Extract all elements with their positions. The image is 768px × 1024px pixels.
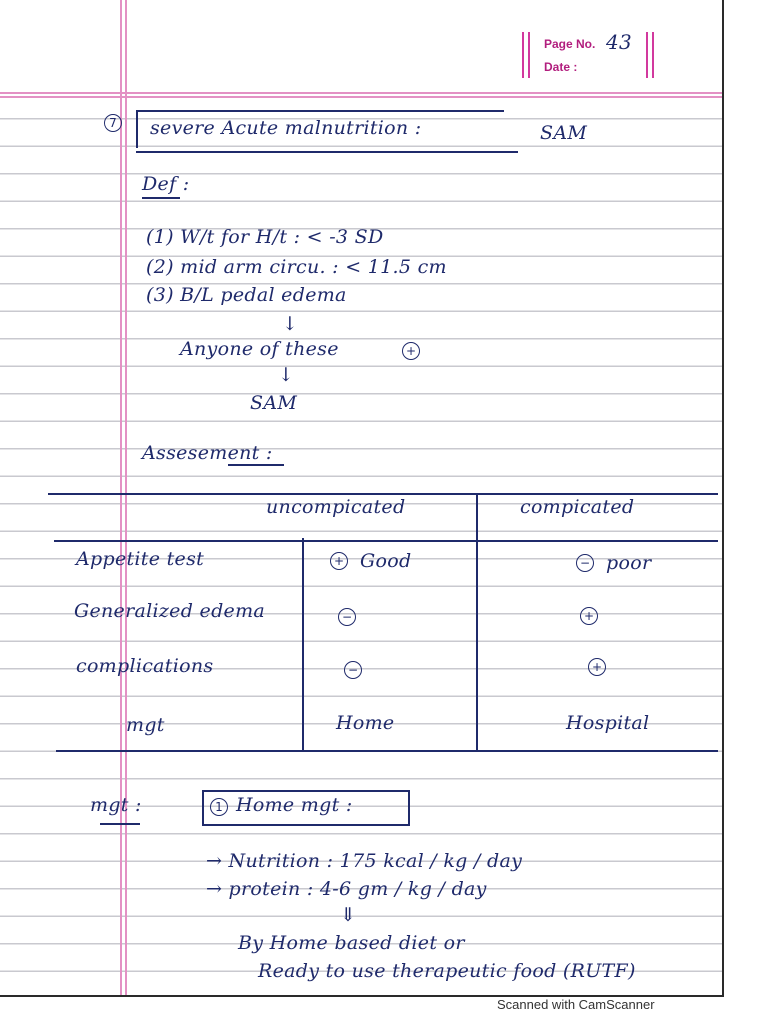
nutrition-line: → Nutrition : 175 kcal / kg / day bbox=[206, 850, 523, 872]
left-margin-line-2 bbox=[125, 0, 127, 995]
date-label: Date : bbox=[544, 60, 578, 74]
row-label-complications: complications bbox=[76, 655, 214, 677]
column-header-complicated: compicated bbox=[520, 496, 635, 518]
management-underline bbox=[100, 823, 140, 825]
mgt-complicated: Hospital bbox=[566, 712, 650, 734]
plus-sign: + bbox=[405, 344, 417, 358]
management-label: mgt : bbox=[90, 794, 142, 816]
minus-circle-icon bbox=[344, 661, 362, 679]
definition-item-3: (3) B/L pedal edema bbox=[146, 284, 347, 306]
page-number: 43 bbox=[606, 30, 633, 54]
appetite-uncomplicated: Good bbox=[360, 550, 412, 572]
mgt-uncomplicated: Home bbox=[336, 712, 395, 734]
header-mark-right-2 bbox=[652, 32, 654, 78]
header-mark-right bbox=[646, 32, 648, 78]
minus-circle-icon bbox=[338, 608, 356, 626]
header-mark-left bbox=[522, 32, 524, 78]
arrow-down-icon-2: ↓ bbox=[278, 364, 295, 386]
definition-underline bbox=[142, 197, 180, 199]
minus-sign: − bbox=[579, 556, 591, 570]
column-header-uncomplicated: uncompicated bbox=[266, 496, 406, 518]
definition-item-2: (2) mid arm circu. : < 11.5 cm bbox=[146, 256, 447, 278]
table-bottom-line bbox=[56, 750, 718, 752]
plus-sign: + bbox=[591, 660, 603, 674]
left-margin-line bbox=[120, 0, 122, 995]
definition-result: SAM bbox=[250, 392, 298, 414]
table-column-divider-2 bbox=[476, 494, 478, 750]
title-text: severe Acute malnutrition : bbox=[150, 117, 422, 139]
protein-line: → protein : 4-6 gm / kg / day bbox=[206, 878, 487, 900]
definition-label: Def : bbox=[142, 173, 190, 195]
title-abbrev: SAM bbox=[540, 122, 588, 144]
minus-sign: − bbox=[347, 663, 359, 677]
scanner-footer: Scanned with CamScanner bbox=[497, 997, 655, 1012]
home-mgt-title: Home mgt : bbox=[236, 794, 353, 816]
home-mgt-number: 1 bbox=[215, 800, 223, 814]
rutf-line: Ready to use therapeutic food (RUTF) bbox=[258, 960, 636, 982]
assessment-underline bbox=[228, 464, 284, 466]
by-home-line: By Home based diet or bbox=[238, 932, 465, 954]
home-mgt-number-circle bbox=[210, 798, 228, 816]
top-margin-rule-2 bbox=[0, 96, 722, 98]
plus-circle-icon bbox=[402, 342, 420, 360]
assessment-label: Assesement : bbox=[142, 442, 273, 464]
table-header-line bbox=[54, 540, 718, 542]
table-column-divider-1 bbox=[302, 538, 304, 750]
minus-circle-icon bbox=[576, 554, 594, 572]
arrow-down-icon: ↓ bbox=[282, 313, 299, 335]
appetite-complicated: poor bbox=[606, 552, 652, 574]
any-one-text: Anyone of these bbox=[180, 338, 339, 360]
plus-sign: + bbox=[333, 554, 345, 568]
page-no-label: Page No. bbox=[544, 37, 596, 51]
double-arrow-down-icon: ⇓ bbox=[340, 904, 357, 926]
header-mark-left-2 bbox=[528, 32, 530, 78]
title-number-circle bbox=[104, 114, 122, 132]
plus-circle-icon bbox=[330, 552, 348, 570]
row-label-edema: Generalized edema bbox=[74, 600, 266, 622]
plus-sign: + bbox=[583, 609, 595, 623]
top-margin-rule bbox=[0, 92, 722, 94]
minus-sign: − bbox=[341, 610, 353, 624]
row-label-mgt: mgt bbox=[126, 714, 165, 736]
plus-circle-icon bbox=[580, 607, 598, 625]
title-underline bbox=[136, 151, 518, 153]
table-top-line bbox=[48, 493, 718, 495]
plus-circle-icon bbox=[588, 658, 606, 676]
definition-item-1: (1) W/t for H/t : < -3 SD bbox=[146, 226, 384, 248]
title-number: 7 bbox=[109, 116, 117, 130]
row-label-appetite: Appetite test bbox=[76, 548, 205, 570]
